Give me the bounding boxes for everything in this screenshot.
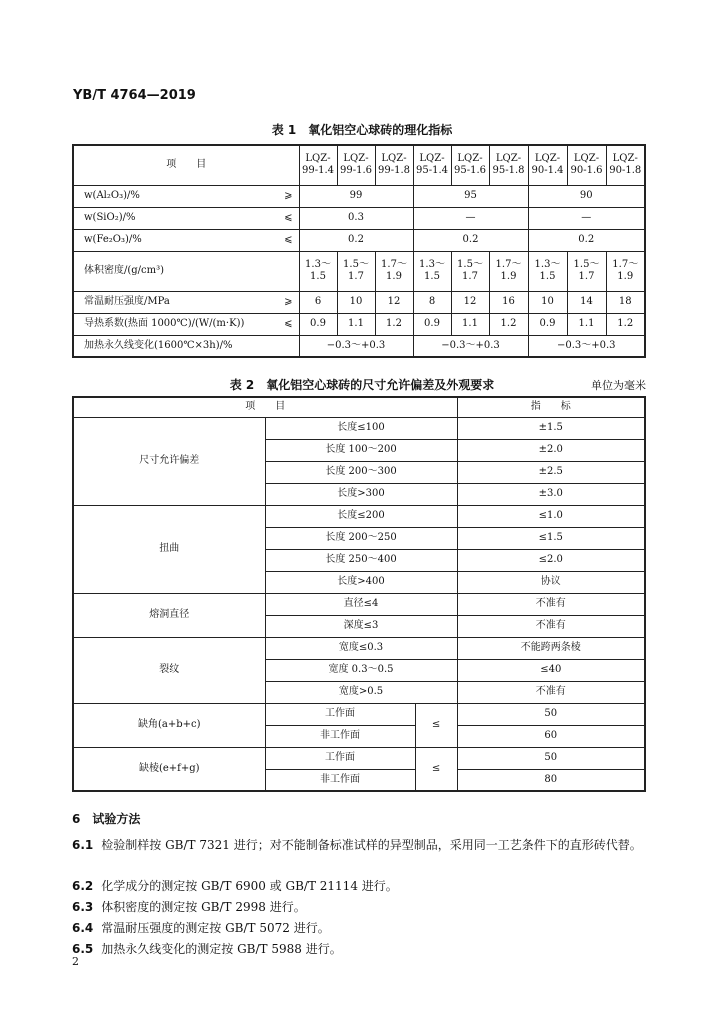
row-ccs: [73, 291, 645, 313]
section-heading: 6 试验方法: [72, 812, 141, 826]
cell: 1.7～ 1.9: [606, 251, 645, 291]
clause-number: 6.5: [72, 942, 94, 956]
value-cell: 不能跨两条棱: [457, 637, 645, 659]
cell: 1.3～ 1.5: [528, 251, 567, 291]
clause-text: 常温耐压强度的测定按 GB/T 5072 进行。: [101, 921, 330, 935]
cond-cell: 长度>300: [265, 483, 457, 505]
cell: 1.7～ 1.9: [489, 251, 528, 291]
cell: 12: [375, 291, 413, 313]
cell: 1.5～ 1.7: [337, 251, 375, 291]
clause-6-2: [72, 876, 646, 897]
value-cell: ≤1.5: [457, 527, 645, 549]
cell: 1.2: [489, 313, 528, 335]
group-label: 熔洞直径: [73, 593, 265, 637]
group-label: 裂纹: [73, 637, 265, 703]
value-cell: 50: [457, 703, 645, 725]
cond-cell: 长度≤100: [265, 417, 457, 439]
value-cell: ±2.5: [457, 461, 645, 483]
grade-header: LQZ- 95-1.6: [451, 145, 489, 185]
cond-cell: 长度 250～400: [265, 549, 457, 571]
cond-cell: 直径≤4: [265, 593, 457, 615]
cond-cell: 宽度 0.3～0.5: [265, 659, 457, 681]
le-symbol: ≤: [415, 747, 457, 791]
grade-header: LQZ- 90-1.4: [528, 145, 567, 185]
cond-cell: 宽度≤0.3: [265, 637, 457, 659]
cond-cell: 长度 200～250: [265, 527, 457, 549]
value-cell: 80: [457, 769, 645, 791]
index-header: 指 标: [457, 397, 645, 417]
cell: 1.2: [375, 313, 413, 335]
cell: 1.5～ 1.7: [567, 251, 606, 291]
row-label: w(SiO₂)/% ⩽: [73, 207, 299, 229]
clause-number: 6.2: [72, 879, 94, 893]
cond-cell: 长度 200～300: [265, 461, 457, 483]
row-sio2: [73, 207, 645, 229]
grade-header: LQZ- 90-1.8: [606, 145, 645, 185]
table1-header-row: [73, 145, 645, 185]
value-cell: 不准有: [457, 681, 645, 703]
clause-6-3: [72, 897, 646, 918]
cell: 1.1: [451, 313, 489, 335]
item-header: 项 目: [73, 145, 299, 185]
cell: −0.3～+0.3: [528, 335, 645, 357]
clause-text: 化学成分的测定按 GB/T 6900 或 GB/T 21114 进行。: [101, 879, 398, 893]
clause-6-5: [72, 939, 646, 960]
cond-cell: 长度≤200: [265, 505, 457, 527]
cond-cell: 长度>400: [265, 571, 457, 593]
cell: 16: [489, 291, 528, 313]
cond-cell: 非工作面: [265, 769, 415, 791]
row-label: 加热永久线变化(1600℃×3h)/%: [73, 335, 299, 357]
group-label: 扭曲: [73, 505, 265, 593]
cell: 6: [299, 291, 337, 313]
row-plc: [73, 335, 645, 357]
group-label: 缺角(a+b+c): [73, 703, 265, 747]
grade-header: LQZ- 90-1.6: [567, 145, 606, 185]
group-label: 尺寸允许偏差: [73, 417, 265, 505]
row-al2o3: [73, 185, 645, 207]
cell: 18: [606, 291, 645, 313]
table-row: [73, 747, 645, 769]
value-cell: ≤2.0: [457, 549, 645, 571]
cell: 1.3～ 1.5: [413, 251, 451, 291]
row-thermal: [73, 313, 645, 335]
le-symbol: ≤: [415, 703, 457, 747]
cell: 0.9: [528, 313, 567, 335]
cond-cell: 宽度>0.5: [265, 681, 457, 703]
clause-6-1: [72, 835, 646, 856]
cell: −0.3～+0.3: [299, 335, 413, 357]
table2-unit: 单位为毫米: [591, 379, 646, 392]
cell: 0.9: [299, 313, 337, 335]
clause-number: 6.3: [72, 900, 94, 914]
table-row: [73, 505, 645, 527]
cell: 95: [413, 185, 528, 207]
grade-header: LQZ- 99-1.4: [299, 145, 337, 185]
grade-header: LQZ- 99-1.8: [375, 145, 413, 185]
cell: 10: [528, 291, 567, 313]
cell: 12: [451, 291, 489, 313]
value-cell: 50: [457, 747, 645, 769]
grade-header: LQZ- 95-1.8: [489, 145, 528, 185]
value-cell: 60: [457, 725, 645, 747]
cell: 8: [413, 291, 451, 313]
cond-cell: 非工作面: [265, 725, 415, 747]
row-label: 常温耐压强度/MPa ⩾: [73, 291, 299, 313]
cond-cell: 工作面: [265, 703, 415, 725]
cond-cell: 工作面: [265, 747, 415, 769]
clause-text: 检验制样按 GB/T 7321 进行；对不能制备标准试样的异型制品，采用同一工艺条件下的直形砖代替。: [101, 838, 642, 852]
cell: 0.2: [413, 229, 528, 251]
row-density: [73, 251, 645, 291]
cell: 1.5～ 1.7: [451, 251, 489, 291]
cell: 1.2: [606, 313, 645, 335]
value-cell: ≤1.0: [457, 505, 645, 527]
value-cell: ≤40: [457, 659, 645, 681]
clause-number: 6.1: [72, 838, 94, 852]
value-cell: ±1.5: [457, 417, 645, 439]
clause-text: 体积密度的测定按 GB/T 2998 进行。: [101, 900, 306, 914]
value-cell: 不准有: [457, 593, 645, 615]
page-number: 2: [72, 955, 79, 968]
cell: —: [413, 207, 528, 229]
cell: —: [528, 207, 645, 229]
row-fe2o3: [73, 229, 645, 251]
row-label: w(Al₂O₃)/% ⩾: [73, 185, 299, 207]
cell: 14: [567, 291, 606, 313]
value-cell: ±2.0: [457, 439, 645, 461]
table2-header-row: [73, 397, 645, 417]
grade-header: LQZ- 99-1.6: [337, 145, 375, 185]
table-row: [73, 703, 645, 725]
cell: 0.2: [528, 229, 645, 251]
cell: 0.3: [299, 207, 413, 229]
table-row: [73, 593, 645, 615]
clause-text: 加热永久线变化的测定按 GB/T 5988 进行。: [101, 942, 342, 956]
table1-title: 表 1 氧化铝空心球砖的理化指标: [271, 123, 453, 137]
table1: [72, 144, 646, 358]
value-cell: ±3.0: [457, 483, 645, 505]
cell: 99: [299, 185, 413, 207]
clause-6-4: [72, 918, 646, 939]
group-label: 缺棱(e+f+g): [73, 747, 265, 791]
table2-title: 表 2 氧化铝空心球砖的尺寸允许偏差及外观要求: [229, 378, 495, 392]
cell: 90: [528, 185, 645, 207]
table-row: [73, 417, 645, 439]
cell: −0.3～+0.3: [413, 335, 528, 357]
cell: 0.9: [413, 313, 451, 335]
cell: 1.1: [567, 313, 606, 335]
cell: 10: [337, 291, 375, 313]
grade-header: LQZ- 95-1.4: [413, 145, 451, 185]
cond-cell: 长度 100～200: [265, 439, 457, 461]
cell: 1.1: [337, 313, 375, 335]
cell: 0.2: [299, 229, 413, 251]
cell: 1.3～ 1.5: [299, 251, 337, 291]
document-code: YB/T 4764—2019: [73, 88, 196, 103]
value-cell: 不准有: [457, 615, 645, 637]
row-label: 导热系数(热面 1000℃)/(W/(m·K)) ⩽: [73, 313, 299, 335]
table-row: [73, 637, 645, 659]
cell: 1.7～ 1.9: [375, 251, 413, 291]
table2: [72, 396, 646, 792]
row-label: 体积密度/(g/cm³): [73, 251, 299, 291]
item-header: 项 目: [73, 397, 457, 417]
clause-number: 6.4: [72, 921, 94, 935]
cond-cell: 深度≤3: [265, 615, 457, 637]
value-cell: 协议: [457, 571, 645, 593]
row-label: w(Fe₂O₃)/% ⩽: [73, 229, 299, 251]
